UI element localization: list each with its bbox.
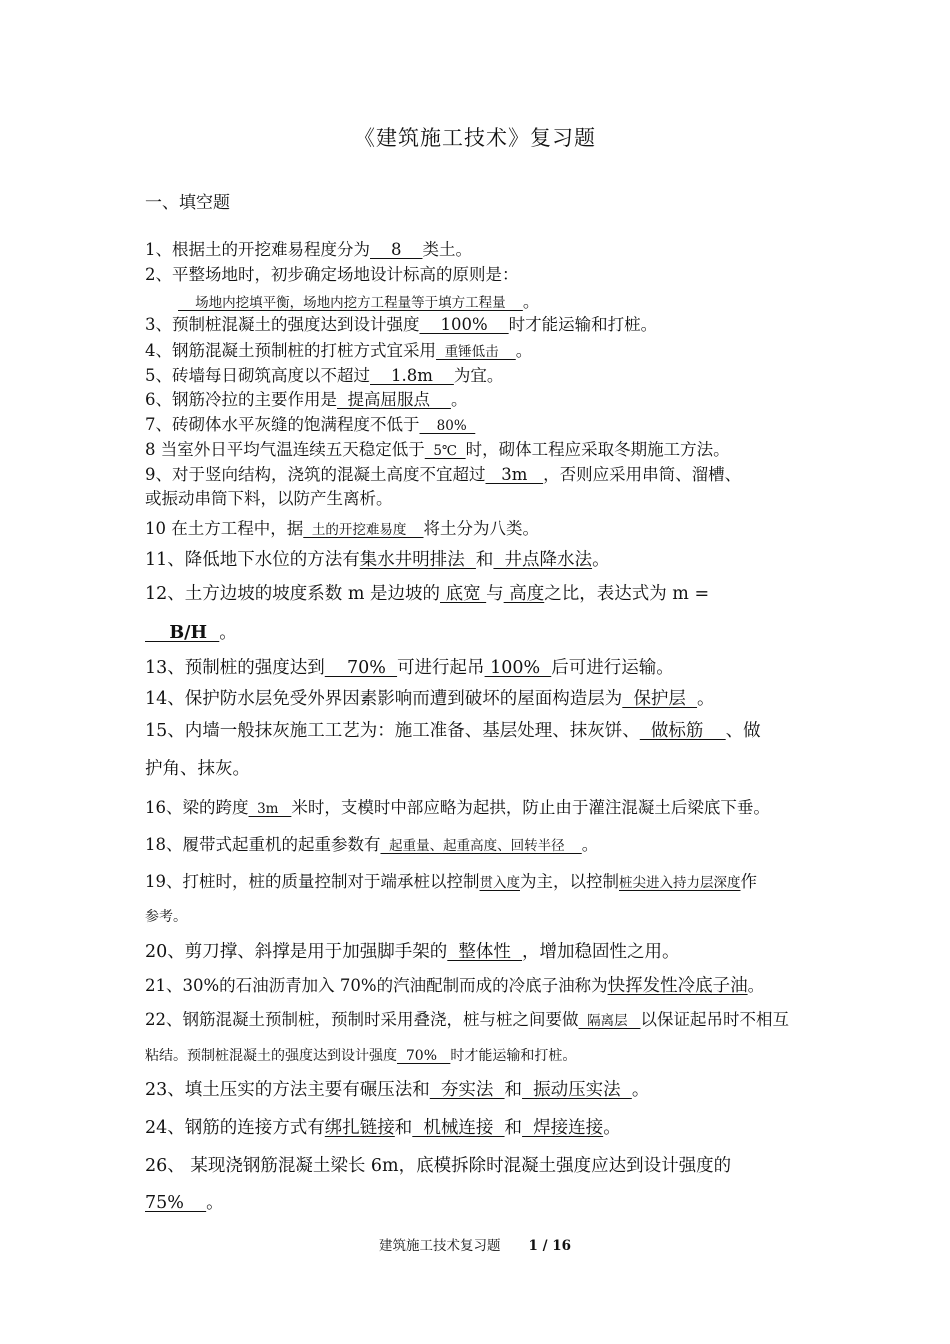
- answer-blank: 做标筋: [639, 721, 726, 741]
- question-text: 20、剪刀撑、斜撑是用于加强脚手架的: [145, 942, 448, 962]
- question-11: [145, 549, 610, 571]
- answer-blank: 井点降水法: [493, 550, 593, 570]
- question-text: 24、钢筋的连接方式有: [145, 1118, 325, 1138]
- question-text: ，增加稳固性之用。: [522, 942, 680, 962]
- question-text: 。: [581, 835, 599, 854]
- answer-blank: 高度: [503, 584, 545, 604]
- question-text: 、做: [725, 721, 761, 741]
- question-22-continued: [145, 1045, 576, 1067]
- question-23: [145, 1079, 649, 1101]
- answer-blank: 重锤低击: [436, 344, 516, 360]
- question-1: [145, 239, 472, 261]
- answer-blank: 底宽: [440, 584, 487, 604]
- question-4: [145, 340, 532, 363]
- question-2: [145, 264, 519, 286]
- question-text: 2、平整场地时，初步确定场地设计标高的原则是：: [145, 265, 519, 284]
- answer-blank: 3m: [248, 801, 292, 817]
- answer-blank: 桩尖进入持力层深度: [619, 875, 741, 891]
- question-8: [145, 439, 730, 462]
- question-text: 将土分为八类。: [423, 519, 539, 538]
- question-text: 时才能运输和打桩。: [508, 315, 658, 334]
- question-text: 。: [522, 292, 540, 311]
- question-text: 和: [504, 1080, 523, 1100]
- question-26-continued: [145, 1192, 224, 1214]
- question-21: [145, 975, 764, 997]
- question-text: 米时，支模时中部应略为起拱，防止由于灌注混凝土后梁底下垂。: [291, 798, 770, 817]
- answer-blank: 起重量、起重高度、回转半径: [380, 838, 582, 854]
- question-text: 或振动串筒下料，以防产生离析。: [145, 489, 393, 508]
- answer-blank: 集水井明排法: [359, 550, 476, 570]
- question-19-continued: [145, 906, 187, 928]
- answer-blank: 贯入度: [479, 875, 520, 891]
- page-number: 1 / 16: [528, 1238, 571, 1254]
- page-footer: [0, 1234, 950, 1254]
- answer-blank: 提高屈服点: [337, 390, 451, 409]
- question-text: 。: [206, 1193, 224, 1213]
- question-number: 18、: [145, 835, 183, 854]
- question-text: 1、根据土的开挖难易程度分为: [145, 240, 370, 259]
- question-text: 可进行起吊: [397, 658, 485, 678]
- question-text: 9、对于竖向结构，浇筑的混凝土高度不宜超过: [145, 465, 486, 484]
- answer-blank: 快挥发性冷底子油: [607, 976, 748, 996]
- page-title: 《建筑施工技术》复习题: [354, 126, 596, 150]
- answer-blank: 1.8m: [370, 366, 454, 385]
- question-19: [145, 871, 757, 894]
- answer-blank: 100%: [484, 658, 552, 678]
- question-22: [145, 1009, 789, 1032]
- question-5: [145, 365, 503, 387]
- question-text: 15、内墙一般抹灰施工工艺为：施工准备、基层处理、抹灰饼、: [145, 721, 640, 741]
- question-number: 19、: [145, 872, 183, 891]
- question-text: 。: [450, 390, 468, 409]
- question-text: 钢筋混凝土预制桩，预制时采用叠浇，桩与桩之间要做: [182, 1010, 579, 1029]
- question-text: 和: [475, 550, 494, 570]
- question-text: 为宜。: [453, 366, 504, 385]
- question-text: 梁的跨度: [182, 798, 249, 817]
- question-6: [145, 389, 467, 411]
- question-9: [145, 464, 741, 486]
- question-text: 3、预制桩混凝土的强度达到设计强度: [145, 315, 420, 334]
- question-text: 粘结。预制桩混凝土的强度达到设计强度: [145, 1048, 397, 1064]
- answer-blank: 3m: [485, 465, 544, 484]
- question-text: 7、砖砌体水平灰缝的饱满程度不低于: [145, 415, 420, 434]
- question-text: 23、填土压实的方法主要有碾压法和: [145, 1080, 430, 1100]
- answer-blank: 70%: [397, 1048, 451, 1064]
- answer-blank: B/H: [145, 623, 220, 643]
- section-heading: 一、填空题: [145, 193, 230, 213]
- question-text: 。: [603, 1118, 621, 1138]
- question-text: ，否则应采用串筒、溜槽、: [543, 465, 742, 484]
- question-text: 13、预制桩的强度达到: [145, 658, 325, 678]
- question-2-answer: [178, 291, 539, 314]
- answer-blank: 夯实法: [429, 1080, 505, 1100]
- answer-blank: 场地内挖填平衡，场地内挖方工程量等于填方工程量: [178, 295, 523, 311]
- answer-blank: 5℃: [424, 443, 466, 459]
- question-text: 11、降低地下水位的方法有: [145, 550, 360, 570]
- question-text: 和: [394, 1118, 413, 1138]
- question-text: 。: [592, 550, 610, 570]
- question-text: 10 在土方工程中，据: [145, 519, 304, 538]
- question-text: 作: [740, 872, 757, 891]
- answer-blank: 隔离层: [578, 1013, 641, 1029]
- question-3: [145, 314, 657, 336]
- question-text: 类土。: [422, 240, 472, 259]
- question-text: 时才能运输和打桩。: [450, 1048, 577, 1064]
- question-text: 4、钢筋混凝土预制桩的打桩方式宜采用: [145, 341, 436, 360]
- question-text: 。: [747, 976, 765, 995]
- answer-blank: 整体性: [447, 942, 523, 962]
- answer-blank: 绑扎链接: [324, 1118, 395, 1138]
- question-text: 履带式起重机的起重参数有: [182, 835, 381, 854]
- question-24: [145, 1117, 621, 1139]
- question-7: [145, 414, 475, 437]
- question-text: 。: [631, 1080, 650, 1100]
- question-text: 。: [697, 689, 715, 709]
- question-number: 22、: [145, 1010, 183, 1029]
- question-12-continued: [145, 622, 237, 644]
- question-text: 和: [504, 1118, 523, 1138]
- question-text: 为主，以控制: [520, 872, 619, 891]
- answer-blank: 70%: [324, 658, 398, 678]
- question-12: [145, 583, 709, 605]
- question-13: [145, 657, 674, 679]
- answer-blank: 土的开挖难易度: [303, 522, 424, 538]
- question-text: 以保证起吊时不相互: [640, 1010, 789, 1029]
- question-text: 26、 某现浇钢筋混凝土梁长 6m，底模拆除时混凝土强度应达到设计强度的: [145, 1156, 732, 1176]
- question-text: 打桩时，桩的质量控制对于端承桩以控制: [182, 872, 480, 891]
- question-text: 之比，表达式为 m =: [544, 584, 710, 604]
- question-text: 30%的石油沥青加入 70%的汽油配制而成的冷底子油称为: [182, 976, 608, 995]
- question-text: 5、砖墙每日砌筑高度以不超过: [145, 366, 370, 385]
- question-text: 。: [515, 341, 533, 360]
- question-text: 8 当室外日平均气温连续五天稳定低于: [145, 440, 425, 459]
- answer-blank: 机械连接: [412, 1118, 505, 1138]
- question-text: 12、土方边坡的坡度系数 m 是边坡的: [145, 584, 440, 604]
- question-20: [145, 941, 680, 963]
- answer-blank: 100%: [419, 315, 509, 334]
- answer-blank: 振动压实法: [522, 1080, 632, 1100]
- question-15: [145, 720, 761, 742]
- question-text: 时，砌体工程应采取冬期施工方法。: [465, 440, 730, 459]
- question-number: 16、: [145, 798, 183, 817]
- question-text: 6、钢筋冷拉的主要作用是: [145, 390, 337, 409]
- question-text: 后可进行运输。: [551, 658, 674, 678]
- answer-blank: 75%: [145, 1193, 207, 1213]
- question-26: [145, 1155, 731, 1177]
- question-15-continued: [145, 758, 250, 780]
- answer-blank: 80%: [419, 418, 476, 434]
- question-9-continued: [145, 488, 393, 510]
- question-16: [145, 797, 770, 820]
- question-text: 参考。: [145, 909, 187, 925]
- question-text: 14、保护防水层免受外界因素影响而遭到破坏的屋面构造层为: [145, 689, 623, 709]
- question-text: 与: [486, 584, 504, 604]
- question-14: [145, 688, 715, 710]
- question-10: [145, 518, 539, 541]
- footer-label: 建筑施工技术复习题: [378, 1238, 501, 1254]
- question-18: [145, 834, 598, 857]
- answer-blank: 8: [370, 240, 423, 259]
- answer-blank: 焊接连接: [522, 1118, 604, 1138]
- question-text: 。: [219, 623, 237, 643]
- question-text: 护角、抹灰。: [145, 759, 250, 779]
- question-number: 21、: [145, 976, 183, 995]
- answer-blank: 保护层: [622, 689, 698, 709]
